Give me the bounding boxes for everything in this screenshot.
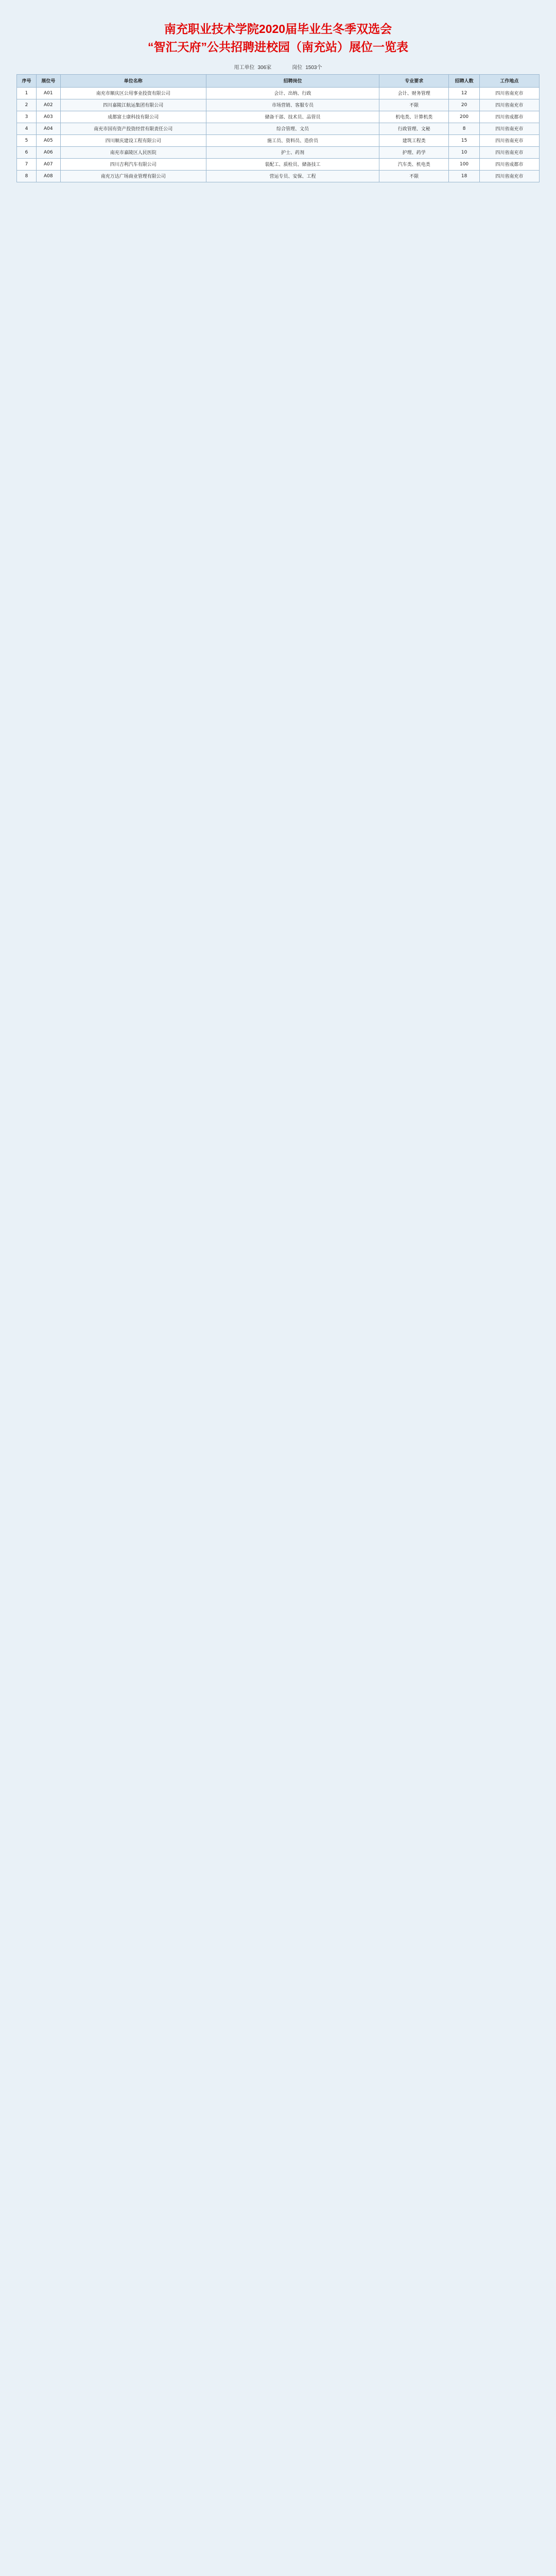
cell-company: 成都富士康科技有限公司 bbox=[60, 111, 206, 123]
cell-location: 四川省成都市 bbox=[479, 111, 539, 123]
table-row bbox=[17, 146, 540, 158]
header-count: 招聘人数 bbox=[449, 74, 479, 87]
cell-count: 18 bbox=[449, 170, 479, 182]
table-body bbox=[17, 87, 540, 182]
cell-index: 8 bbox=[17, 170, 37, 182]
header-index: 序号 bbox=[17, 74, 37, 87]
cell-location: 四川省南充市 bbox=[479, 87, 539, 99]
cell-majors: 建筑工程类 bbox=[379, 134, 449, 146]
cell-positions: 储备干部、技术员、品管员 bbox=[206, 111, 379, 123]
page-title: 南充职业技术学院2020届毕业生冬季双选会 bbox=[164, 22, 392, 36]
page-subtitle: “智汇天府”公共招聘进校园（南充站）展位一览表 bbox=[148, 40, 408, 54]
summary-item bbox=[234, 64, 272, 72]
cell-majors: 会计、财务管理 bbox=[379, 87, 449, 99]
table-row bbox=[17, 134, 540, 146]
cell-booth: A06 bbox=[37, 146, 61, 158]
cell-company: 南充市嘉陵区人民医院 bbox=[60, 146, 206, 158]
cell-company: 四川嘉陵江航运集团有限公司 bbox=[60, 99, 206, 111]
title-block bbox=[16, 22, 540, 55]
cell-count: 12 bbox=[449, 87, 479, 99]
cell-count: 10 bbox=[449, 146, 479, 158]
table-row bbox=[17, 111, 540, 123]
cell-positions: 综合管理、文员 bbox=[206, 123, 379, 134]
header-booth: 展位号 bbox=[37, 74, 61, 87]
cell-positions: 会计、出纳、行政 bbox=[206, 87, 379, 99]
cell-count: 200 bbox=[449, 111, 479, 123]
summary-label: 岗位 bbox=[292, 64, 303, 71]
summary-value: 306家 bbox=[257, 64, 272, 71]
cell-location: 四川省南充市 bbox=[479, 146, 539, 158]
cell-booth: A01 bbox=[37, 87, 61, 99]
cell-company: 南充万达广场商业管理有限公司 bbox=[60, 170, 206, 182]
cell-count: 8 bbox=[449, 123, 479, 134]
summary-bar bbox=[16, 64, 540, 72]
cell-booth: A03 bbox=[37, 111, 61, 123]
cell-booth: A04 bbox=[37, 123, 61, 134]
table-row bbox=[17, 158, 540, 170]
table-header-row bbox=[17, 74, 540, 87]
cell-majors: 行政管理、文秘 bbox=[379, 123, 449, 134]
cell-booth: A08 bbox=[37, 170, 61, 182]
cell-company: 南充市顺庆区公用事业投资有限公司 bbox=[60, 87, 206, 99]
cell-company: 四川吉利汽车有限公司 bbox=[60, 158, 206, 170]
header-positions: 招聘岗位 bbox=[206, 74, 379, 87]
cell-index: 6 bbox=[17, 146, 37, 158]
booth-table bbox=[16, 74, 540, 182]
header-company: 单位名称 bbox=[60, 74, 206, 87]
cell-location: 四川省南充市 bbox=[479, 123, 539, 134]
cell-majors: 汽车类、机电类 bbox=[379, 158, 449, 170]
cell-location: 四川省成都市 bbox=[479, 158, 539, 170]
cell-positions: 护士、药剂 bbox=[206, 146, 379, 158]
cell-majors: 不限 bbox=[379, 170, 449, 182]
cell-index: 7 bbox=[17, 158, 37, 170]
cell-location: 四川省南充市 bbox=[479, 170, 539, 182]
summary-item bbox=[292, 64, 322, 72]
cell-booth: A02 bbox=[37, 99, 61, 111]
cell-positions: 施工员、资料员、造价员 bbox=[206, 134, 379, 146]
cell-index: 4 bbox=[17, 123, 37, 134]
cell-positions: 市场营销、客服专员 bbox=[206, 99, 379, 111]
cell-index: 1 bbox=[17, 87, 37, 99]
table-row bbox=[17, 99, 540, 111]
table-row bbox=[17, 87, 540, 99]
cell-index: 5 bbox=[17, 134, 37, 146]
cell-company: 南充市国有资产投资经营有限责任公司 bbox=[60, 123, 206, 134]
cell-count: 100 bbox=[449, 158, 479, 170]
cell-location: 四川省南充市 bbox=[479, 134, 539, 146]
cell-count: 15 bbox=[449, 134, 479, 146]
cell-majors: 护理、药学 bbox=[379, 146, 449, 158]
cell-positions: 装配工、质检员、储备技工 bbox=[206, 158, 379, 170]
table-row bbox=[17, 123, 540, 134]
cell-count: 20 bbox=[449, 99, 479, 111]
cell-company: 四川顺庆建设工程有限公司 bbox=[60, 134, 206, 146]
cell-booth: A05 bbox=[37, 134, 61, 146]
cell-location: 四川省南充市 bbox=[479, 99, 539, 111]
cell-majors: 不限 bbox=[379, 99, 449, 111]
cell-majors: 机电类、计算机类 bbox=[379, 111, 449, 123]
cell-booth: A07 bbox=[37, 158, 61, 170]
cell-index: 2 bbox=[17, 99, 37, 111]
summary-label: 用工单位 bbox=[234, 64, 255, 71]
table-row bbox=[17, 170, 540, 182]
header-location: 工作地点 bbox=[479, 74, 539, 87]
header-majors: 专业要求 bbox=[379, 74, 449, 87]
cell-positions: 营运专员、安保、工程 bbox=[206, 170, 379, 182]
summary-value: 1503个 bbox=[305, 64, 322, 71]
cell-index: 3 bbox=[17, 111, 37, 123]
